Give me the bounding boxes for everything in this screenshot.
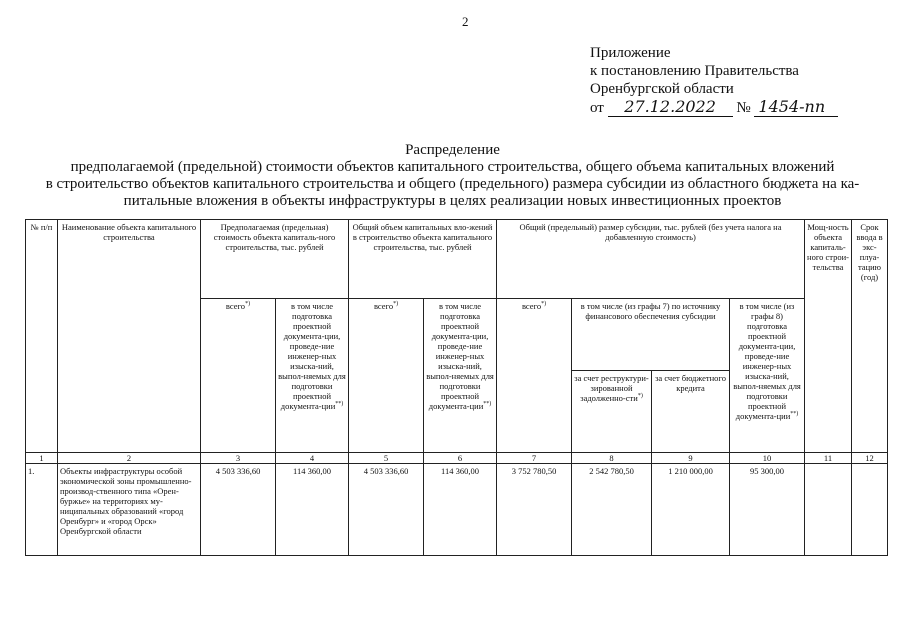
footnote-mark: *) <box>541 301 547 308</box>
row-subsidy-credit: 1 210 000,00 <box>652 464 730 556</box>
title-line-2: предполагаемой (предельной) стоимости объектов капитального строительства, общего объема капитальных вложений <box>70 159 835 175</box>
row-subsidy-total: 3 752 780,50 <box>497 464 572 556</box>
handwritten-date: 27.12.2022 <box>608 98 733 117</box>
header-design-4 <box>276 299 349 453</box>
footnote-mark: *) <box>245 301 251 308</box>
header-term: Срок ввода в экс-плуа-тацию (год) <box>852 220 888 453</box>
header-num: № п/п <box>26 220 58 453</box>
row-capacity <box>805 464 852 556</box>
header-cost-group: Предполагаемая (предельная) стоимость объекта капиталь-ного строительства, тыс. рублей <box>201 220 349 299</box>
page-number: 2 <box>462 14 469 29</box>
row-num: 1. <box>26 464 58 556</box>
header-budget-credit: за счет бюджетного кредита <box>652 371 730 453</box>
column-number: 3 <box>201 453 276 464</box>
document-title <box>30 142 875 210</box>
header-subsidy-group: Общий (предельный) размер субсидии, тыс. рублей (без учета налога на добавленную стоимость) <box>497 220 805 299</box>
footnote-mark: **) <box>483 401 492 408</box>
row-subsidy-restructured: 2 542 780,50 <box>572 464 652 556</box>
footnote-mark: *) <box>393 301 399 308</box>
title-line-4: питальные вложения в объекты инфраструктуры в целях реализации новых инвестиционных проектов <box>123 193 782 209</box>
column-number: 8 <box>572 453 652 464</box>
column-number-row <box>26 453 888 464</box>
row-subsidy-design: 95 300,00 <box>730 464 805 556</box>
number-prefix: № <box>736 100 751 116</box>
column-number: 5 <box>349 453 424 464</box>
header-capacity: Мощ-ность объекта капиталь-ного строи-тельства <box>805 220 852 453</box>
row-invest-total: 4 503 336,60 <box>349 464 424 556</box>
design-label: в том числе подготовка проектной документа-ции, проведе-ние инженер-ных изыска-ний, выпол-няемых для подготовки проектной документа-ции <box>426 301 494 411</box>
header-invest-group: Общий объем капитальных вло-жений в строительство объекта капитального строительства, тыс. рублей <box>349 220 497 299</box>
date-prefix: от <box>590 100 604 116</box>
column-number: 10 <box>730 453 805 464</box>
total-label: всего <box>373 301 394 311</box>
footnote-mark: **) <box>335 401 344 408</box>
handwritten-number: 1454-пп <box>754 98 838 117</box>
appendix-decree: к постановлению Правительства <box>590 63 799 79</box>
row-cost-total: 4 503 336,60 <box>201 464 276 556</box>
header-name: Наименование объекта капитального строительства <box>58 220 201 453</box>
row-invest-design: 114 360,00 <box>424 464 497 556</box>
header-total-7 <box>497 299 572 453</box>
column-number: 6 <box>424 453 497 464</box>
table-row <box>26 464 888 556</box>
appendix-title: Приложение <box>590 45 671 61</box>
footnote-mark: *) <box>637 393 643 400</box>
column-number: 4 <box>276 453 349 464</box>
column-number: 7 <box>497 453 572 464</box>
column-number: 1 <box>26 453 58 464</box>
appendix-date-line <box>590 98 838 117</box>
row-cost-design: 114 360,00 <box>276 464 349 556</box>
header-total-5 <box>349 299 424 453</box>
column-number: 2 <box>58 453 201 464</box>
row-term <box>852 464 888 556</box>
header-design-10 <box>730 299 805 453</box>
total-label: всего <box>521 301 542 311</box>
title-line-3: в строительство объектов капитального строительства и общего (предельного) размера субсидии из областного бюджета на ка- <box>45 176 860 192</box>
appendix-block <box>590 44 838 117</box>
column-number: 11 <box>805 453 852 464</box>
header-restructured <box>572 371 652 453</box>
title-line-1: Распределение <box>405 142 500 158</box>
header-design-6 <box>424 299 497 453</box>
restructured-label: за счет реструктури-зированной задолженно-сти <box>574 373 649 403</box>
row-object-name: Объекты инфраструктуры особой экономической зоны промышленно-производ-ственного типа «Орен-буржье» на территориях му-ниципальных образований «город Оренбург» и «город Орск» Оренбургской области <box>58 464 201 556</box>
appendix-region: Оренбургской области <box>590 81 734 97</box>
header-row-1 <box>26 220 888 299</box>
column-number: 9 <box>652 453 730 464</box>
design-label: в том числе подготовка проектной документа-ции, проведе-ние инженер-ных изыска-ний, выпол-няемых для подготовки проектной документа-ции <box>278 301 346 411</box>
distribution-table <box>25 219 888 556</box>
header-total-3 <box>201 299 276 453</box>
design-label: в том числе (из графы 8) подготовка проектной документа-ции, проведе-ние инженер-ных изыска-ний, выпол-няемых для подготовки проектной документа-ции <box>733 301 801 421</box>
footnote-mark: **) <box>790 411 799 418</box>
total-label: всего <box>225 301 246 311</box>
header-source-group: в том числе (из графы 7) по источнику финансового обеспечения субсидии <box>572 299 730 371</box>
column-number: 12 <box>852 453 888 464</box>
